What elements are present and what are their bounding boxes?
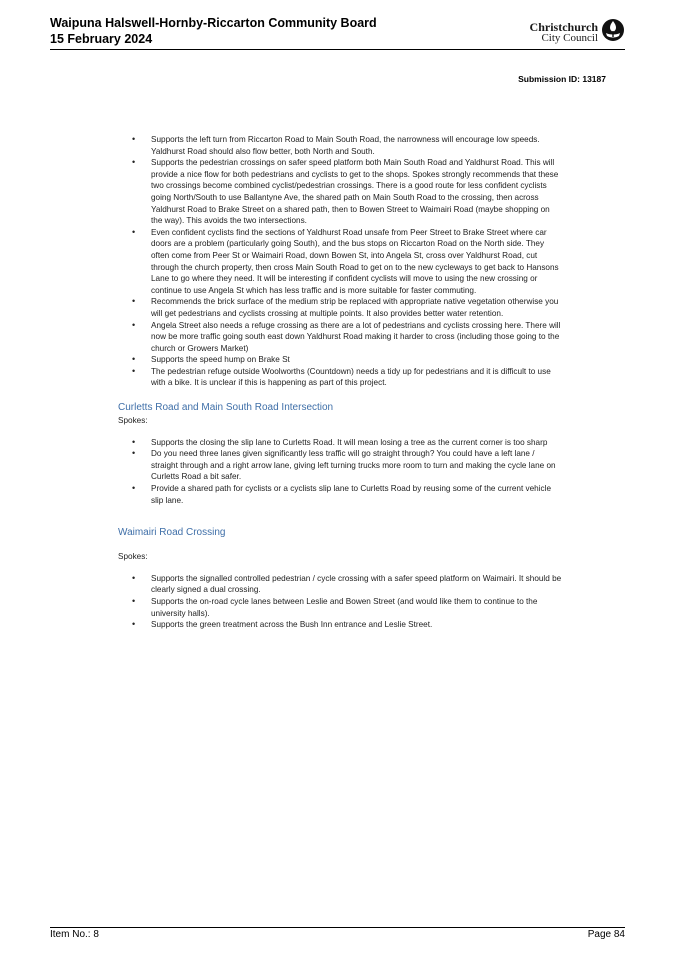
logo-line2: City Council bbox=[541, 31, 598, 44]
bullet-icon: • bbox=[132, 296, 136, 307]
list-item bbox=[118, 227, 563, 297]
bullet-icon: • bbox=[132, 365, 136, 376]
list-item bbox=[118, 596, 563, 619]
bullet-icon: • bbox=[132, 483, 136, 494]
section-title-waimairi: Waimairi Road Crossing bbox=[118, 527, 226, 539]
submission-id: Submission ID: 13187 bbox=[518, 74, 606, 84]
list-item bbox=[118, 157, 563, 227]
list-item-text: Supports the signalled controlled pedestrian / cycle crossing with a safer speed platform on Waimairi. It should be clearly signed a dual crossing. bbox=[151, 573, 562, 595]
list-item-text: Supports the speed hump on Brake St bbox=[151, 355, 290, 365]
council-logo bbox=[530, 18, 625, 47]
page-header bbox=[50, 15, 625, 47]
list-item-text: The pedestrian refuge outside Woolworths (Countdown) needs a tidy up for pedestrians and it is difficult to use with a bike. It is unclear if this is happening as part of this project. bbox=[151, 366, 551, 388]
list-item bbox=[118, 448, 563, 483]
spokes-label: Spokes: bbox=[118, 416, 148, 426]
board-title: Waipuna Halswell-Hornby-Riccarton Community Board bbox=[50, 16, 377, 30]
list-item-text: Supports the green treatment across the Bush Inn entrance and Leslie Street. bbox=[151, 620, 433, 630]
item-number: Item No.: 8 bbox=[50, 929, 99, 940]
bullet-icon: • bbox=[132, 134, 136, 144]
page-number: Page 84 bbox=[587, 929, 625, 940]
curletts-bullet-list bbox=[118, 437, 563, 507]
spokes-label: Spokes: bbox=[118, 552, 148, 562]
bullet-icon: • bbox=[132, 596, 136, 606]
waimairi-bullet-list bbox=[118, 573, 563, 631]
list-item-text: Even confident cyclists find the sections of Yaldhurst Road unsafe from Peer Street to Brake Street where car doors are a problem (particularly going South), and the bus stops on Riccarton Road on the North side. They often come from Peer St or Waimairi Road, down Bowen St, into Angela St, cross over Yaldhurst Road, cut through the church property, then cross Main South Road to get on to the new cycleways to get back to Hansons Lane to go where they need. It will be interesting if confident cyclists will move to using the new crossing or continue to use Angela St which has less traffic and is more suitable for faster commuting. bbox=[151, 227, 559, 295]
bullet-icon: • bbox=[132, 319, 136, 330]
list-item-text: Provide a shared path for cyclists or a cyclists slip lane to Curletts Road by reusing some of the current vehicle slip lane. bbox=[151, 484, 552, 505]
logo-line1: Christchurch bbox=[529, 19, 598, 34]
bullet-icon: • bbox=[132, 157, 136, 168]
list-item bbox=[118, 134, 563, 157]
list-item bbox=[118, 354, 563, 366]
list-item-text: Supports the pedestrian crossings on safer speed platform both Main South Road and Yaldhurst Road. This will provide a nice flow for both pedestrians and cyclists to get to the shops. Spokes strongly recommends that these two crossings become combined cyclist/pedestrian crossings. There is a good route for less confident cyclists going North/South to use Ballantyne Ave, the shared path on Main South Road to the crossing, then across Yaldhurst Road to Brake Street on a shared path, then to Bowen Street to Waimairi Road (maybe shopping on the way). This avoids the two intersections. bbox=[151, 158, 559, 226]
bullet-icon: • bbox=[132, 619, 136, 630]
list-item bbox=[118, 619, 563, 631]
footer-rule bbox=[50, 927, 625, 928]
list-item bbox=[118, 437, 563, 449]
bullet-icon: • bbox=[132, 436, 136, 447]
intro-bullet-list bbox=[118, 134, 563, 389]
list-item bbox=[118, 296, 563, 319]
list-item-text: Supports the closing the slip lane to Curletts Road. It will mean losing a tree as the current corner is too sharp bbox=[151, 437, 548, 447]
list-item-text: Angela Street also needs a refuge crossing as there are a lot of pedestrians and cyclists crossing here. There will now be more traffic going south east down Yaldhurst Road making it harder to cross (including those going to the church or Growers Market) bbox=[151, 320, 561, 353]
list-item-text: Do you need three lanes given significantly less traffic will go straight through? You could have a left lane / straight through and a right arrow lane, giving left turning trucks more room to turn and making the cycle lane on Curletts Road a bit safer. bbox=[151, 449, 556, 482]
section-title-curletts: Curletts Road and Main South Road Intersection bbox=[118, 402, 334, 414]
list-item-text: Supports the on-road cycle lanes between Leslie and Bowen Street (and would like them to continue to the university halls). bbox=[151, 597, 538, 618]
header-rule bbox=[50, 49, 625, 50]
list-item bbox=[118, 573, 563, 596]
list-item bbox=[118, 320, 563, 355]
list-item bbox=[118, 366, 563, 389]
document-body bbox=[118, 134, 563, 631]
logo-text bbox=[529, 19, 598, 44]
bullet-icon: • bbox=[132, 226, 136, 237]
list-item bbox=[118, 483, 563, 506]
meeting-date: 15 February 2024 bbox=[50, 32, 153, 46]
christchurch-city-council-logo-icon bbox=[601, 18, 625, 47]
list-item-text: Recommends the brick surface of the medium strip be replaced with appropriate native vegetation otherwise you will get pedestrians and cyclists crossing at multiple points. It also provides better water retention. bbox=[151, 297, 559, 318]
bullet-icon: • bbox=[132, 354, 136, 365]
bullet-icon: • bbox=[132, 572, 136, 583]
list-item-text: Supports the left turn from Riccarton Road to Main South Road, the narrowness will encourage low speeds. Yaldhurst Road should also flow better, both North and South. bbox=[151, 135, 540, 156]
bullet-icon: • bbox=[132, 448, 136, 459]
